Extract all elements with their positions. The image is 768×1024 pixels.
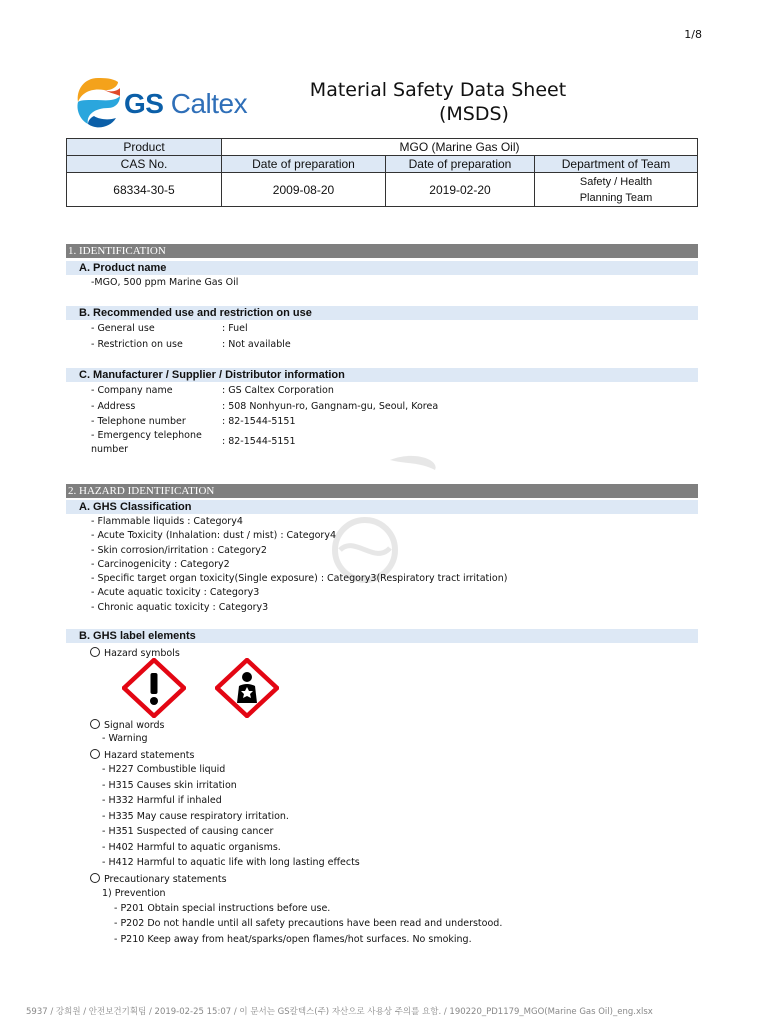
ghs-class-item: - Flammable liquids : Category4 <box>91 516 243 527</box>
emergency-value: : 82-1544-5151 <box>222 436 296 447</box>
exclamation-mark-pictogram-icon <box>122 658 186 718</box>
ghs-class-item: - Skin corrosion/irritation : Category2 <box>91 545 267 556</box>
circle-bullet-icon <box>90 647 100 657</box>
header-department: Department of Team <box>535 156 698 173</box>
restriction-value: : Not available <box>222 339 291 350</box>
general-use-label: - General use <box>91 323 155 334</box>
value-date-2: 2019-02-20 <box>386 173 535 207</box>
prevention-item: - P210 Keep away from heat/sparks/open flames/hot surfaces. No smoking. <box>114 934 472 945</box>
precautionary-row <box>90 873 227 886</box>
address-value: : 508 Nonhyun-ro, Gangnam-gu, Seoul, Korea <box>222 401 439 412</box>
circle-bullet-icon <box>90 749 100 759</box>
hazard-symbols-label: Hazard symbols <box>104 648 180 659</box>
precautionary-label: Precautionary statements <box>104 874 227 885</box>
hazard-statement: - H402 Harmful to aquatic organisms. <box>102 842 281 853</box>
hazard-statement: - H332 Harmful if inhaled <box>102 795 222 806</box>
signal-words-row <box>90 719 165 732</box>
product-info-table <box>66 138 698 207</box>
signal-words-label: Signal words <box>104 720 165 731</box>
title-line-2: (MSDS) <box>439 103 509 125</box>
section-1-header: 1. IDENTIFICATION <box>66 244 698 258</box>
ghs-class-item: - Acute Toxicity (Inhalation: dust / mist) : Category4 <box>91 530 336 541</box>
header-cas: CAS No. <box>67 156 222 173</box>
title-line-1: Material Safety Data Sheet <box>309 79 567 101</box>
ghs-class-item: - Acute aquatic toxicity : Category3 <box>91 587 260 598</box>
hazard-statement: - H412 Harmful to aquatic life with long lasting effects <box>102 857 360 868</box>
prevention-item: - P202 Do not handle until all safety precautions have been read and understood. <box>114 918 503 929</box>
section-2b-header: B. GHS label elements <box>66 629 698 643</box>
hazard-statements-row <box>90 749 194 762</box>
hazard-statement: - H335 May cause respiratory irritation. <box>102 811 289 822</box>
logo-gs-text: GS <box>124 88 164 119</box>
value-cas: 68334-30-5 <box>67 173 222 207</box>
product-value-cell: MGO (Marine Gas Oil) <box>222 139 698 156</box>
header-date-1: Date of preparation <box>222 156 386 173</box>
section-2-header: 2. HAZARD IDENTIFICATION <box>66 484 698 498</box>
telephone-label: - Telephone number <box>91 416 186 427</box>
value-date-1: 2009-08-20 <box>222 173 386 207</box>
value-department <box>535 173 698 207</box>
circle-bullet-icon <box>90 873 100 883</box>
prevention-item: - P201 Obtain special instructions before use. <box>114 903 331 914</box>
header-date-2: Date of preparation <box>386 156 535 173</box>
telephone-value: : 82-1544-5151 <box>222 416 296 427</box>
product-label-cell: Product <box>67 139 222 156</box>
circle-bullet-icon <box>90 719 100 729</box>
watermark-logo <box>330 440 450 590</box>
emergency-label: - Emergency telephone <box>91 430 202 441</box>
emergency-label-2: number <box>91 444 129 455</box>
ghs-class-item: - Carcinogenicity : Category2 <box>91 559 230 570</box>
company-name-value: : GS Caltex Corporation <box>222 385 334 396</box>
hazard-statement: - H351 Suspected of causing cancer <box>102 826 274 837</box>
team-line-1: Safety / Health <box>579 175 653 188</box>
gs-caltex-logo-icon <box>74 74 122 130</box>
health-hazard-pictogram-icon <box>215 658 279 718</box>
ghs-class-item: - Specific target organ toxicity(Single exposure) : Category3(Respiratory tract irritation) <box>91 573 508 584</box>
section-2a-header: A. GHS Classification <box>66 500 698 514</box>
section-1b-header: B. Recommended use and restriction on use <box>66 306 698 320</box>
company-name-label: - Company name <box>91 385 173 396</box>
team-line-2: Planning Team <box>579 191 653 204</box>
section-1c-header: C. Manufacturer / Supplier / Distributor information <box>66 368 698 382</box>
logo-caltex-text: Caltex <box>170 88 248 119</box>
prevention-label: 1) Prevention <box>102 888 166 899</box>
product-name-text: -MGO, 500 ppm Marine Gas Oil <box>91 277 239 288</box>
hazard-statement: - H227 Combustible liquid <box>102 764 226 775</box>
general-use-value: : Fuel <box>222 323 248 334</box>
document-title <box>250 78 626 126</box>
page-number: 1/8 <box>684 28 702 41</box>
restriction-label: - Restriction on use <box>91 339 183 350</box>
signal-word-value: - Warning <box>102 733 148 744</box>
ghs-class-item: - Chronic aquatic toxicity : Category3 <box>91 602 269 613</box>
gs-caltex-logo <box>74 74 248 130</box>
hazard-statement: - H315 Causes skin irritation <box>102 780 237 791</box>
section-1a-header: A. Product name <box>66 261 698 275</box>
footer-text: 5937 / 강희원 / 안전보건기획팀 / 2019-02-25 15:07 / 이 문서는 GS칼텍스(주) 자산으로 사용상 주의를 요함. / 190220_PD1179_MGO(Marine Gas Oil)_eng.xlsx <box>26 1007 653 1017</box>
hazard-statements-label: Hazard statements <box>104 750 195 761</box>
address-label: - Address <box>91 401 136 412</box>
